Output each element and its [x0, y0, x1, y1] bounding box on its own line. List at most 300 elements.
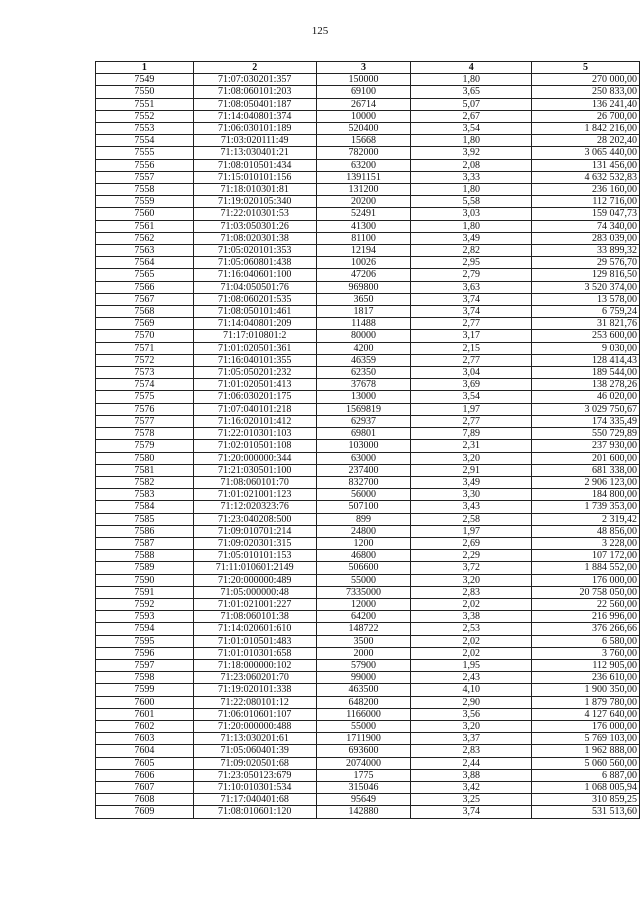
cadastral-number-cell: 71:20:000000:488	[193, 720, 316, 732]
cadastral-number-cell: 71:05:060801:438	[193, 257, 316, 269]
coefficient-cell: 3,56	[411, 708, 532, 720]
row-number-cell: 7600	[96, 696, 194, 708]
value-cell: 174 335,49	[532, 415, 640, 427]
cadastral-number-cell: 71:09:010701:214	[193, 525, 316, 537]
cadastral-number-cell: 71:16:040101:355	[193, 354, 316, 366]
value-cell: 112 716,00	[532, 196, 640, 208]
table-row	[96, 708, 640, 720]
cadastral-number-cell: 71:08:020301:38	[193, 232, 316, 244]
coefficient-cell: 1,80	[411, 184, 532, 196]
row-number-cell: 7599	[96, 684, 194, 696]
cadastral-number-cell: 71:18:010301:81	[193, 184, 316, 196]
area-cell: 463500	[316, 684, 411, 696]
area-cell: 11488	[316, 318, 411, 330]
cadastral-number-cell: 71:14:040801:374	[193, 110, 316, 122]
area-cell: 15668	[316, 135, 411, 147]
coefficient-cell: 3,49	[411, 232, 532, 244]
value-cell: 237 930,00	[532, 440, 640, 452]
table-row	[96, 623, 640, 635]
cadastral-number-cell: 71:14:020601:610	[193, 623, 316, 635]
row-number-cell: 7596	[96, 647, 194, 659]
row-number-cell: 7563	[96, 245, 194, 257]
table-row	[96, 684, 640, 696]
row-number-cell: 7549	[96, 74, 194, 86]
cadastral-number-cell: 71:05:010101:153	[193, 550, 316, 562]
value-cell: 2 906 123,00	[532, 476, 640, 488]
row-number-cell: 7601	[96, 708, 194, 720]
row-number-cell: 7607	[96, 781, 194, 793]
table-row	[96, 86, 640, 98]
coefficient-cell: 2,90	[411, 696, 532, 708]
row-number-cell: 7598	[96, 672, 194, 684]
cadastral-number-cell: 71:05:020101:353	[193, 245, 316, 257]
cadastral-number-cell: 71:23:040208:500	[193, 513, 316, 525]
table-row	[96, 269, 640, 281]
cadastral-number-cell: 71:17:040401:68	[193, 794, 316, 806]
cadastral-number-cell: 71:01:020501:361	[193, 342, 316, 354]
coefficient-cell: 2,91	[411, 464, 532, 476]
table-row	[96, 525, 640, 537]
value-cell: 136 241,40	[532, 98, 640, 110]
area-cell: 2000	[316, 647, 411, 659]
coefficient-cell: 3,72	[411, 562, 532, 574]
cadastral-number-cell: 71:08:050401:187	[193, 98, 316, 110]
table-row	[96, 306, 640, 318]
value-cell: 112 905,00	[532, 659, 640, 671]
area-cell: 150000	[316, 74, 411, 86]
cadastral-number-cell: 71:22:010301:53	[193, 208, 316, 220]
area-cell: 57900	[316, 659, 411, 671]
value-cell: 3 228,00	[532, 537, 640, 549]
row-number-cell: 7562	[96, 232, 194, 244]
row-number-cell: 7583	[96, 489, 194, 501]
value-cell: 250 833,00	[532, 86, 640, 98]
cadastral-number-cell: 71:08:060101:38	[193, 611, 316, 623]
table-row	[96, 159, 640, 171]
row-number-cell: 7585	[96, 513, 194, 525]
table-row	[96, 733, 640, 745]
value-cell: 236 610,00	[532, 672, 640, 684]
area-cell: 4200	[316, 342, 411, 354]
coefficient-cell: 1,95	[411, 659, 532, 671]
value-cell: 216 996,00	[532, 611, 640, 623]
table-row	[96, 513, 640, 525]
value-cell: 5 060 560,00	[532, 757, 640, 769]
value-cell: 138 278,26	[532, 379, 640, 391]
coefficient-cell: 3,54	[411, 123, 532, 135]
table-body	[96, 74, 640, 818]
value-cell: 201 600,00	[532, 452, 640, 464]
cadastral-number-cell: 71:18:000000:102	[193, 659, 316, 671]
row-number-cell: 7551	[96, 98, 194, 110]
value-cell: 376 266,66	[532, 623, 640, 635]
cadastral-number-cell: 71:17:010801:2	[193, 330, 316, 342]
row-number-cell: 7565	[96, 269, 194, 281]
table-row	[96, 330, 640, 342]
coefficient-cell: 2,43	[411, 672, 532, 684]
row-number-cell: 7582	[96, 476, 194, 488]
cadastral-number-cell: 71:11:010601:2149	[193, 562, 316, 574]
row-number-cell: 7597	[96, 659, 194, 671]
table-row	[96, 501, 640, 513]
coefficient-cell: 3,20	[411, 452, 532, 464]
area-cell: 47206	[316, 269, 411, 281]
area-cell: 95649	[316, 794, 411, 806]
coefficient-cell: 5,07	[411, 98, 532, 110]
area-cell: 2074000	[316, 757, 411, 769]
row-number-cell: 7574	[96, 379, 194, 391]
area-cell: 1569819	[316, 403, 411, 415]
table-row	[96, 745, 640, 757]
table-row	[96, 794, 640, 806]
table-row	[96, 672, 640, 684]
area-cell: 69100	[316, 86, 411, 98]
cadastral-value-table	[95, 61, 640, 819]
table-row	[96, 757, 640, 769]
table-row	[96, 281, 640, 293]
coefficient-cell: 1,97	[411, 525, 532, 537]
coefficient-cell: 3,65	[411, 86, 532, 98]
row-number-cell: 7609	[96, 806, 194, 818]
coefficient-cell: 2,95	[411, 257, 532, 269]
cadastral-number-cell: 71:05:060401:39	[193, 745, 316, 757]
cadastral-number-cell: 71:20:000000:489	[193, 574, 316, 586]
value-cell: 270 000,00	[532, 74, 640, 86]
area-cell: 782000	[316, 147, 411, 159]
cadastral-number-cell: 71:01:021001:227	[193, 598, 316, 610]
value-cell: 681 338,00	[532, 464, 640, 476]
table-row	[96, 659, 640, 671]
area-cell: 69801	[316, 428, 411, 440]
row-number-cell: 7567	[96, 293, 194, 305]
value-cell: 28 202,40	[532, 135, 640, 147]
value-cell: 46 020,00	[532, 391, 640, 403]
table-row	[96, 110, 640, 122]
area-cell: 63200	[316, 159, 411, 171]
coefficient-cell: 2,77	[411, 415, 532, 427]
row-number-cell: 7550	[96, 86, 194, 98]
area-cell: 46359	[316, 354, 411, 366]
cadastral-number-cell: 71:22:080101:12	[193, 696, 316, 708]
coefficient-cell: 2,02	[411, 635, 532, 647]
coefficient-cell: 3,03	[411, 208, 532, 220]
row-number-cell: 7572	[96, 354, 194, 366]
cadastral-number-cell: 71:01:010501:483	[193, 635, 316, 647]
table-row	[96, 476, 640, 488]
row-number-cell: 7590	[96, 574, 194, 586]
cadastral-number-cell: 71:01:021001:123	[193, 489, 316, 501]
area-cell: 62350	[316, 367, 411, 379]
row-number-cell: 7564	[96, 257, 194, 269]
coefficient-cell: 3,25	[411, 794, 532, 806]
row-number-cell: 7577	[96, 415, 194, 427]
value-cell: 13 578,00	[532, 293, 640, 305]
cadastral-number-cell: 71:12:020323:76	[193, 501, 316, 513]
table-row	[96, 769, 640, 781]
coefficient-cell: 2,79	[411, 269, 532, 281]
row-number-cell: 7588	[96, 550, 194, 562]
cadastral-number-cell: 71:13:030401:21	[193, 147, 316, 159]
table-row	[96, 318, 640, 330]
cadastral-number-cell: 71:16:020101:412	[193, 415, 316, 427]
area-cell: 41300	[316, 220, 411, 232]
value-cell: 1 842 216,00	[532, 123, 640, 135]
coefficient-cell: 3,54	[411, 391, 532, 403]
value-cell: 531 513,60	[532, 806, 640, 818]
cadastral-number-cell: 71:19:020101:338	[193, 684, 316, 696]
value-cell: 129 816,50	[532, 269, 640, 281]
row-number-cell: 7561	[96, 220, 194, 232]
area-cell: 99000	[316, 672, 411, 684]
area-cell: 55000	[316, 720, 411, 732]
area-cell: 56000	[316, 489, 411, 501]
area-cell: 832700	[316, 476, 411, 488]
table-row	[96, 342, 640, 354]
table-row	[96, 440, 640, 452]
coefficient-cell: 2,58	[411, 513, 532, 525]
column-header: 4	[411, 62, 532, 74]
area-cell: 237400	[316, 464, 411, 476]
coefficient-cell: 7,89	[411, 428, 532, 440]
cadastral-number-cell: 71:08:060101:203	[193, 86, 316, 98]
row-number-cell: 7571	[96, 342, 194, 354]
coefficient-cell: 3,20	[411, 720, 532, 732]
cadastral-number-cell: 71:21:030501:100	[193, 464, 316, 476]
row-number-cell: 7558	[96, 184, 194, 196]
coefficient-cell: 2,02	[411, 647, 532, 659]
table-row	[96, 611, 640, 623]
table-row	[96, 720, 640, 732]
value-cell: 29 576,70	[532, 257, 640, 269]
area-cell: 103000	[316, 440, 411, 452]
row-number-cell: 7591	[96, 586, 194, 598]
value-cell: 20 758 050,00	[532, 586, 640, 598]
coefficient-cell: 3,37	[411, 733, 532, 745]
coefficient-cell: 2,29	[411, 550, 532, 562]
value-cell: 74 340,00	[532, 220, 640, 232]
coefficient-cell: 5,58	[411, 196, 532, 208]
cadastral-number-cell: 71:04:050501:76	[193, 281, 316, 293]
row-number-cell: 7576	[96, 403, 194, 415]
coefficient-cell: 3,74	[411, 293, 532, 305]
coefficient-cell: 2,44	[411, 757, 532, 769]
cadastral-number-cell: 71:03:050301:26	[193, 220, 316, 232]
column-header: 5	[532, 62, 640, 74]
area-cell: 1711900	[316, 733, 411, 745]
row-number-cell: 7584	[96, 501, 194, 513]
table-row	[96, 586, 640, 598]
coefficient-cell: 2,83	[411, 745, 532, 757]
area-cell: 3650	[316, 293, 411, 305]
table-row	[96, 147, 640, 159]
cadastral-number-cell: 71:09:020501:68	[193, 757, 316, 769]
value-cell: 22 560,00	[532, 598, 640, 610]
coefficient-cell: 2,02	[411, 598, 532, 610]
table-row	[96, 391, 640, 403]
value-cell: 26 700,00	[532, 110, 640, 122]
table-row	[96, 379, 640, 391]
area-cell: 12194	[316, 245, 411, 257]
cadastral-number-cell: 71:15:010101:156	[193, 171, 316, 183]
area-cell: 520400	[316, 123, 411, 135]
row-number-cell: 7555	[96, 147, 194, 159]
area-cell: 148722	[316, 623, 411, 635]
coefficient-cell: 2,53	[411, 623, 532, 635]
table-row	[96, 550, 640, 562]
value-cell: 3 029 750,67	[532, 403, 640, 415]
row-number-cell: 7586	[96, 525, 194, 537]
cadastral-number-cell: 71:07:030201:357	[193, 74, 316, 86]
column-header: 3	[316, 62, 411, 74]
row-number-cell: 7592	[96, 598, 194, 610]
value-cell: 33 899,32	[532, 245, 640, 257]
coefficient-cell: 3,04	[411, 367, 532, 379]
area-cell: 81100	[316, 232, 411, 244]
area-cell: 63000	[316, 452, 411, 464]
table-row	[96, 635, 640, 647]
area-cell: 693600	[316, 745, 411, 757]
row-number-cell: 7560	[96, 208, 194, 220]
cadastral-number-cell: 71:06:030201:175	[193, 391, 316, 403]
row-number-cell: 7570	[96, 330, 194, 342]
coefficient-cell: 1,80	[411, 220, 532, 232]
value-cell: 31 821,76	[532, 318, 640, 330]
area-cell: 506600	[316, 562, 411, 574]
table-row	[96, 403, 640, 415]
row-number-cell: 7566	[96, 281, 194, 293]
value-cell: 3 760,00	[532, 647, 640, 659]
cadastral-number-cell: 71:10:010301:534	[193, 781, 316, 793]
area-cell: 37678	[316, 379, 411, 391]
cadastral-number-cell: 71:08:010501:434	[193, 159, 316, 171]
row-number-cell: 7589	[96, 562, 194, 574]
area-cell: 1166000	[316, 708, 411, 720]
area-cell: 26714	[316, 98, 411, 110]
coefficient-cell: 2,31	[411, 440, 532, 452]
table-header-row	[96, 62, 640, 74]
area-cell: 24800	[316, 525, 411, 537]
table-row	[96, 464, 640, 476]
table-row	[96, 367, 640, 379]
table-row	[96, 598, 640, 610]
coefficient-cell: 3,88	[411, 769, 532, 781]
value-cell: 4 632 532,83	[532, 171, 640, 183]
coefficient-cell: 2,67	[411, 110, 532, 122]
value-cell: 1 900 350,00	[532, 684, 640, 696]
area-cell: 62937	[316, 415, 411, 427]
cadastral-number-cell: 71:06:010601:107	[193, 708, 316, 720]
coefficient-cell: 3,74	[411, 806, 532, 818]
value-cell: 283 039,00	[532, 232, 640, 244]
coefficient-cell: 3,69	[411, 379, 532, 391]
row-number-cell: 7557	[96, 171, 194, 183]
coefficient-cell: 3,38	[411, 611, 532, 623]
cadastral-number-cell: 71:08:060201:535	[193, 293, 316, 305]
table-row	[96, 123, 640, 135]
value-cell: 1 879 780,00	[532, 696, 640, 708]
page-number: 125	[311, 25, 329, 37]
table-row	[96, 781, 640, 793]
table-row	[96, 354, 640, 366]
coefficient-cell: 1,80	[411, 74, 532, 86]
cadastral-number-cell: 71:01:010301:658	[193, 647, 316, 659]
area-cell: 1817	[316, 306, 411, 318]
coefficient-cell: 3,42	[411, 781, 532, 793]
table-row	[96, 562, 640, 574]
row-number-cell: 7602	[96, 720, 194, 732]
table-row	[96, 74, 640, 86]
column-header: 2	[193, 62, 316, 74]
row-number-cell: 7587	[96, 537, 194, 549]
value-cell: 128 414,43	[532, 354, 640, 366]
value-cell: 189 544,00	[532, 367, 640, 379]
area-cell: 55000	[316, 574, 411, 586]
table-row	[96, 232, 640, 244]
table-row	[96, 428, 640, 440]
cadastral-number-cell: 71:08:060101:70	[193, 476, 316, 488]
area-cell: 648200	[316, 696, 411, 708]
table-row	[96, 415, 640, 427]
row-number-cell: 7606	[96, 769, 194, 781]
row-number-cell: 7603	[96, 733, 194, 745]
value-cell: 131 456,00	[532, 159, 640, 171]
area-cell: 507100	[316, 501, 411, 513]
table-row	[96, 184, 640, 196]
cadastral-number-cell: 71:08:010601:120	[193, 806, 316, 818]
cadastral-number-cell: 71:19:020105:340	[193, 196, 316, 208]
table-row	[96, 452, 640, 464]
area-cell: 1391151	[316, 171, 411, 183]
area-cell: 1775	[316, 769, 411, 781]
value-cell: 1 884 552,00	[532, 562, 640, 574]
value-cell: 184 800,00	[532, 489, 640, 501]
area-cell: 10026	[316, 257, 411, 269]
cadastral-number-cell: 71:02:010501:108	[193, 440, 316, 452]
table-row	[96, 806, 640, 818]
cadastral-number-cell: 71:23:050123:679	[193, 769, 316, 781]
table-row	[96, 489, 640, 501]
value-cell: 5 769 103,00	[532, 733, 640, 745]
area-cell: 131200	[316, 184, 411, 196]
coefficient-cell: 2,69	[411, 537, 532, 549]
value-cell: 6 759,24	[532, 306, 640, 318]
table-row	[96, 696, 640, 708]
area-cell: 64200	[316, 611, 411, 623]
row-number-cell: 7569	[96, 318, 194, 330]
cadastral-number-cell: 71:05:000000:48	[193, 586, 316, 598]
row-number-cell: 7605	[96, 757, 194, 769]
value-cell: 6 887,00	[532, 769, 640, 781]
table-row	[96, 171, 640, 183]
row-number-cell: 7594	[96, 623, 194, 635]
row-number-cell: 7604	[96, 745, 194, 757]
area-cell: 52491	[316, 208, 411, 220]
value-cell: 550 729,89	[532, 428, 640, 440]
cadastral-number-cell: 71:09:020301:315	[193, 537, 316, 549]
coefficient-cell: 3,92	[411, 147, 532, 159]
coefficient-cell: 3,30	[411, 489, 532, 501]
value-cell: 4 127 640,00	[532, 708, 640, 720]
area-cell: 7335000	[316, 586, 411, 598]
value-cell: 1 962 888,00	[532, 745, 640, 757]
coefficient-cell: 3,63	[411, 281, 532, 293]
value-cell: 159 047,73	[532, 208, 640, 220]
area-cell: 315046	[316, 781, 411, 793]
row-number-cell: 7568	[96, 306, 194, 318]
value-cell: 1 068 005,94	[532, 781, 640, 793]
coefficient-cell: 3,43	[411, 501, 532, 513]
cadastral-number-cell: 71:06:030101:189	[193, 123, 316, 135]
